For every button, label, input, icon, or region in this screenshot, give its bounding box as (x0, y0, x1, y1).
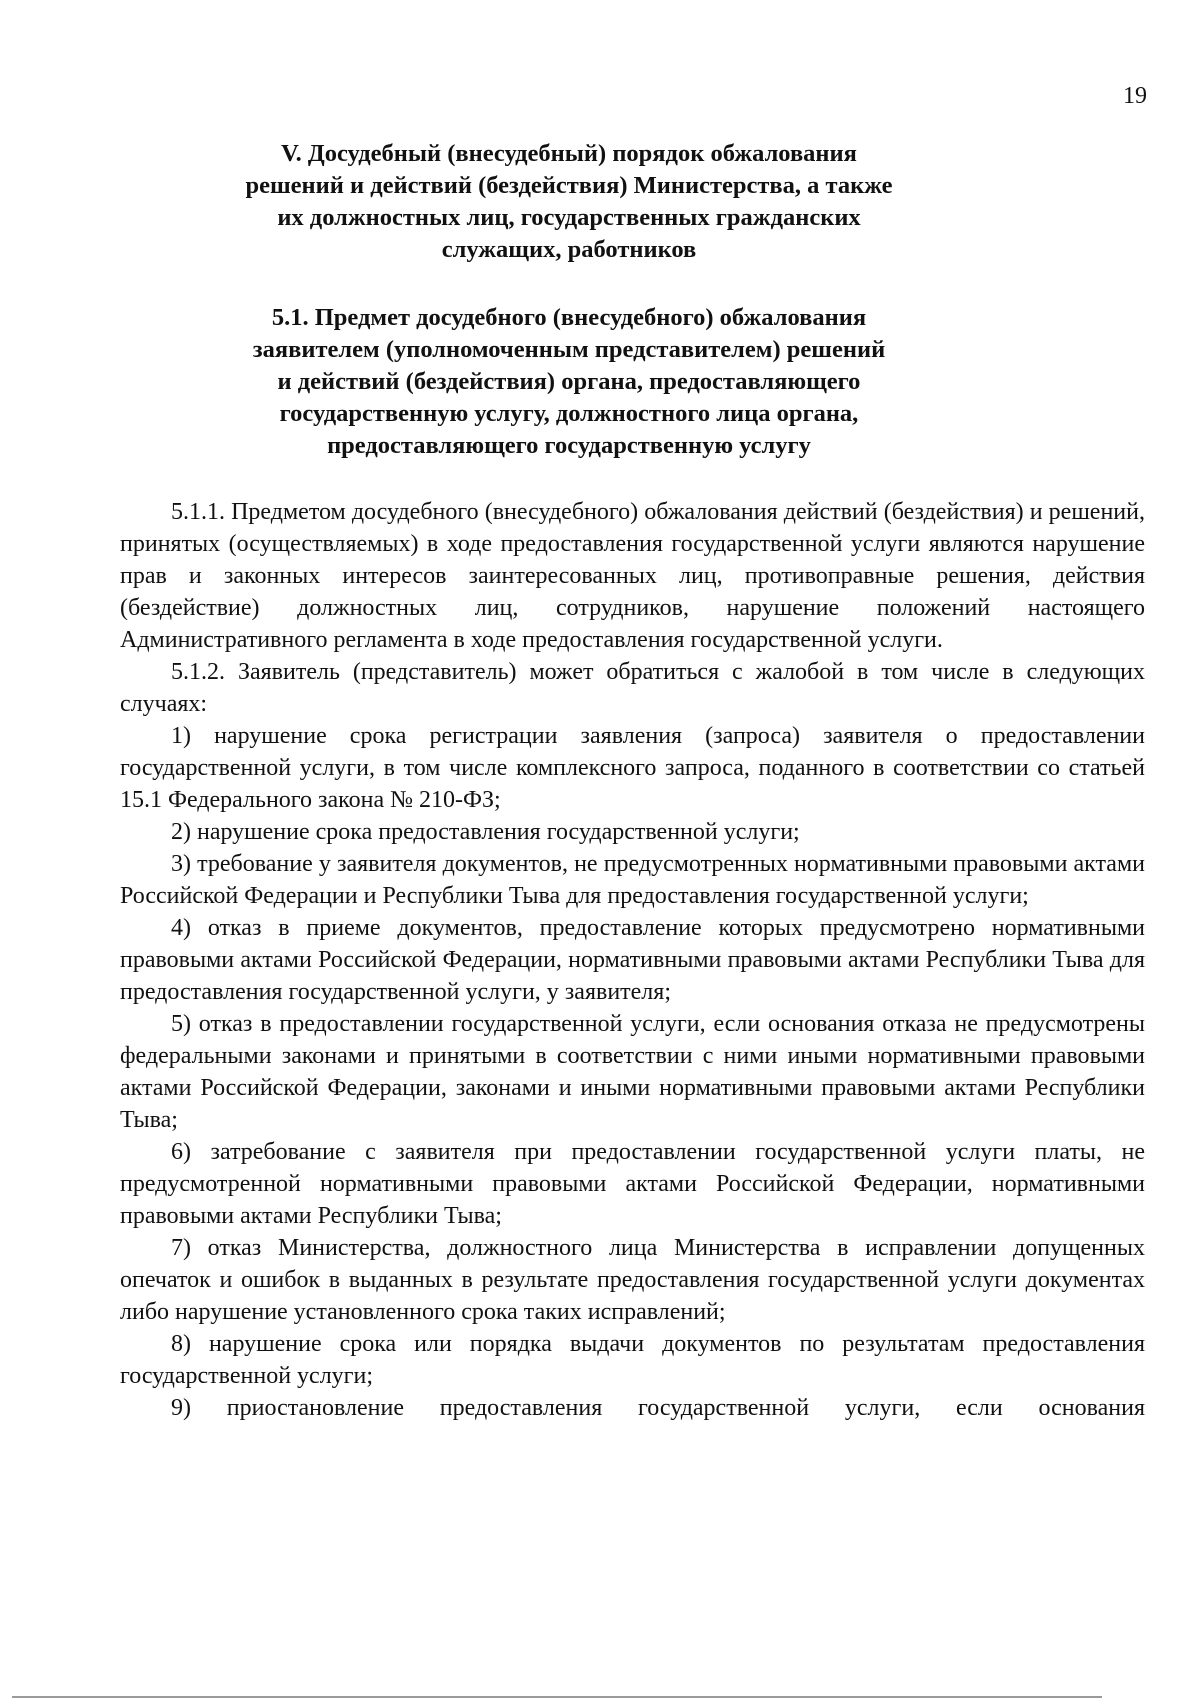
paragraph-5-1-2: 5.1.2. Заявитель (представитель) может обратиться с жалобой в том числе в следующих случаях: (120, 659, 1145, 717)
section-heading (120, 138, 1018, 266)
scan-bottom-edge (12, 1696, 1102, 1698)
document-body (120, 496, 1145, 1424)
subsection-heading-line: государственную услугу, должностного лица органа, (279, 400, 859, 427)
list-item-1: 1) нарушение срока регистрации заявления (запроса) заявителя о предоставлении государственной услуги, в том числе комплексного запроса, поданного в соответствии со статьей 15.1 Федерального закона № 210-ФЗ; (120, 723, 1145, 813)
section-heading-line: V. Досудебный (внесудебный) порядок обжалования (281, 140, 857, 167)
section-heading-line: служащих, работников (441, 236, 697, 263)
page-number: 19 (1123, 83, 1147, 109)
list-item-8: 8) нарушение срока или порядка выдачи документов по результатам предоставления государственной услуги; (120, 1331, 1145, 1389)
section-heading-line: решений и действий (бездействия) Министерства, а также (245, 172, 893, 199)
list-item-5: 5) отказ в предоставлении государственной услуги, если основания отказа не предусмотрены федеральными законами и принятыми в соответствии с ними иными нормативными правовыми актами Российской Федерации, законами и иными нормативными правовыми актами Республики Тыва; (120, 1011, 1145, 1133)
list-item-7: 7) отказ Министерства, должностного лица Министерства в исправлении допущенных опечаток и ошибок в выданных в результате предоставления государственной услуги документах либо нарушение установленного срока таких исправлений; (120, 1235, 1145, 1325)
paragraph-5-1-1: 5.1.1. Предметом досудебного (внесудебного) обжалования действий (бездействия) и решений, принятых (осуществляемых) в ходе предоставления государственной услуги являются нарушение прав и законных интересов заинтересованных лиц, противоправные решения, действия (бездействие) должностных лиц, сотрудников, нарушение положений настоящего Административного регламента в ходе предоставления государственной услуги. (120, 499, 1145, 653)
subsection-heading-line: 5.1. Предмет досудебного (внесудебного) обжалования (271, 304, 867, 331)
list-item-3: 3) требование у заявителя документов, не предусмотренных нормативными правовыми актами Российской Федерации и Республики Тыва для предоставления государственной услуги; (120, 851, 1145, 909)
section-heading-line: их должностных лиц, государственных гражданских (277, 204, 861, 231)
subsection-heading-line: предоставляющего государственную услугу (327, 432, 811, 459)
list-item-2: 2) нарушение срока предоставления государственной услуги; (171, 819, 800, 845)
subsection-heading-line: заявителем (уполномоченным представителем) решений (252, 336, 886, 363)
list-item-9: 9) приостановление предоставления государственной услуги, если основания (171, 1395, 1145, 1421)
list-item-4: 4) отказ в приеме документов, предоставление которых предусмотрено нормативными правовыми актами Российской Федерации, нормативными правовыми актами Республики Тыва для предоставления государственной услуги, у заявителя; (120, 915, 1145, 1005)
list-item-6: 6) затребование с заявителя при предоставлении государственной услуги платы, не предусмотренной нормативными правовыми актами Российской Федерации, нормативными правовыми актами Республики Тыва; (120, 1139, 1145, 1229)
subsection-heading (120, 302, 1018, 462)
subsection-heading-line: и действий (бездействия) органа, предоставляющего (277, 368, 861, 395)
